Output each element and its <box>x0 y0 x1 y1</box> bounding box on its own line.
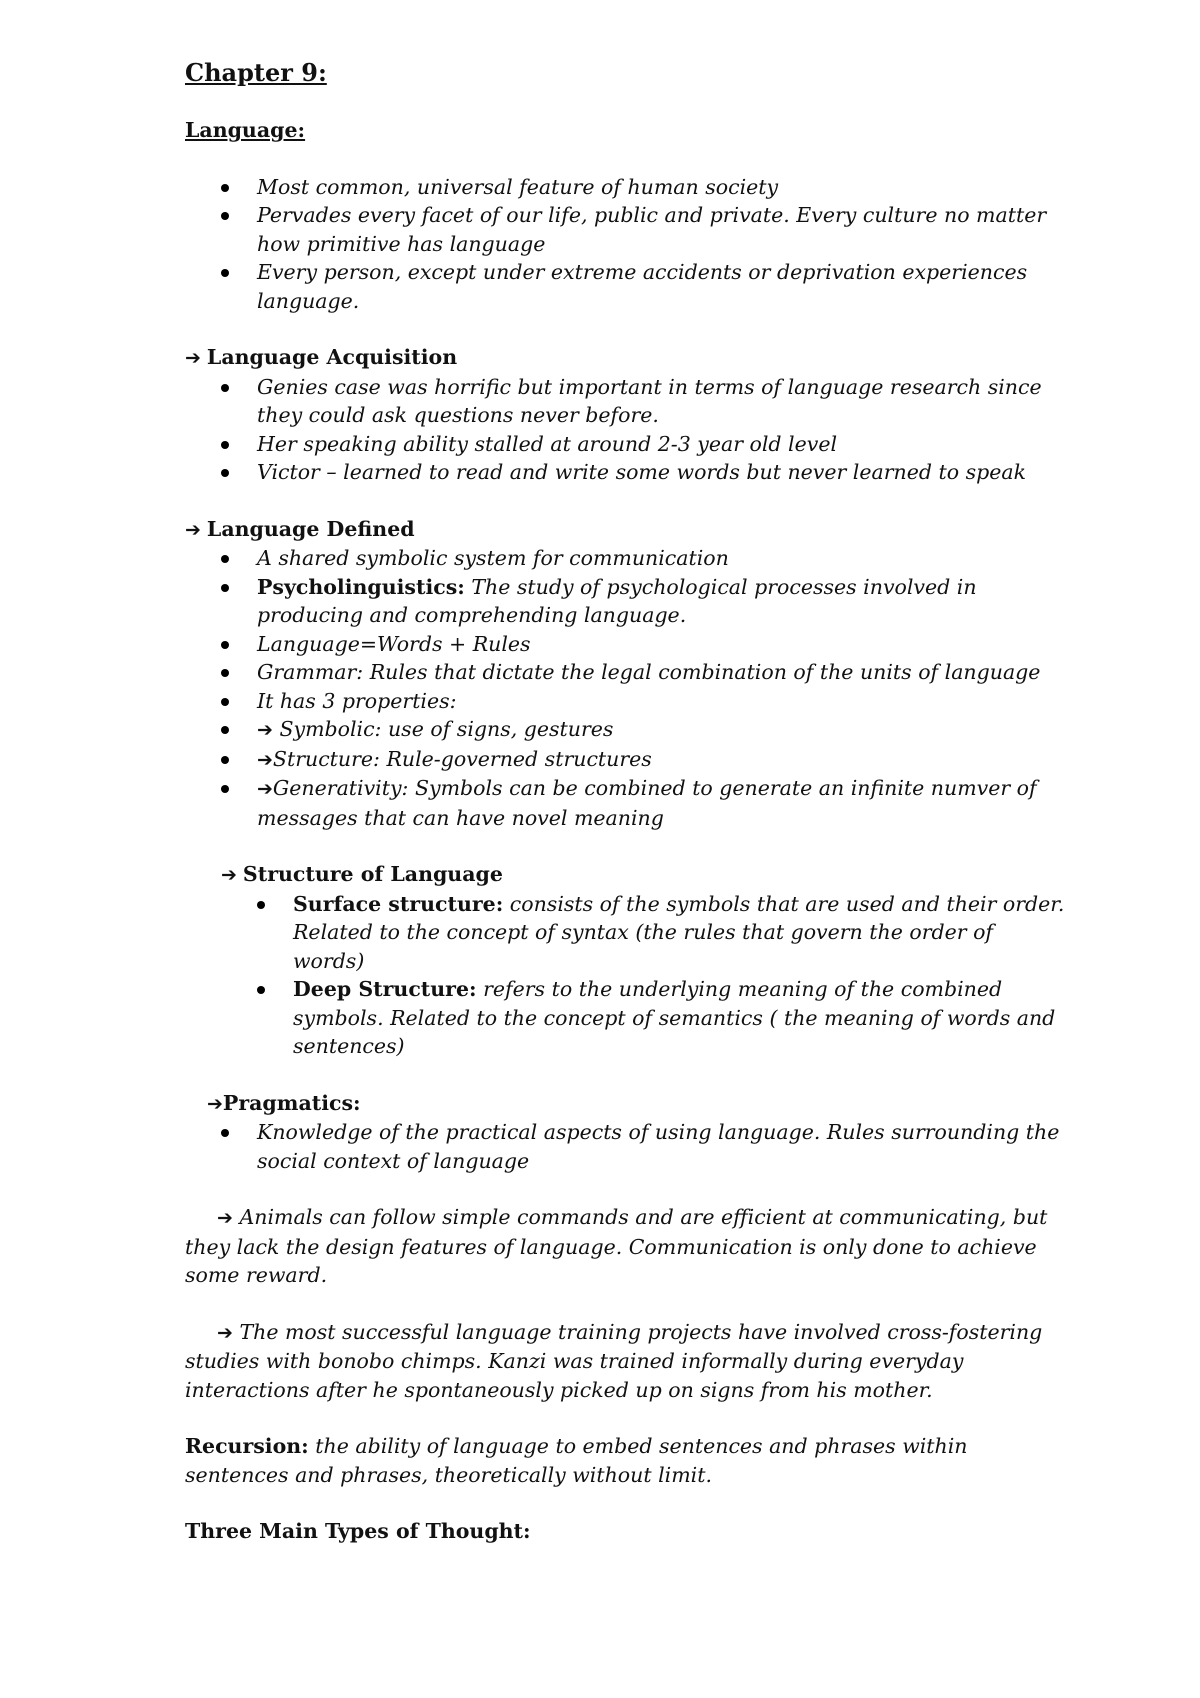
property-text: Symbolic: use of signs, gestures <box>272 717 614 741</box>
acquisition-heading-text: Language Acquisition <box>206 345 458 369</box>
structure-section <box>221 860 1065 1061</box>
list-item <box>185 715 1065 745</box>
arrow-icon: ➔ <box>257 778 273 800</box>
list-item <box>221 890 1065 976</box>
list-item: Genies case was horrific but important in terms of language research since they could ask questions never before. <box>185 373 1065 430</box>
defined-heading <box>185 515 1065 545</box>
pragmatics-heading-text: Pragmatics: <box>222 1090 361 1115</box>
acquisition-list <box>185 373 1065 487</box>
arrow-icon: ➔ <box>221 864 237 886</box>
arrow-icon: ➔ <box>217 1321 233 1344</box>
training-paragraph <box>185 1318 1065 1405</box>
list-item: Knowledge of the practical aspects of using language. Rules surrounding the social context of language <box>185 1118 1065 1175</box>
arrow-icon: ➔ <box>185 347 201 369</box>
list-item <box>185 573 1065 630</box>
animals-paragraph <box>185 1203 1065 1290</box>
training-text: The most successful language training projects have involved cross-fostering studies with bonobo chimps. Kanzi was trained informally during everyday interactions after he spontaneously picked up on signs from his mother. <box>185 1319 1043 1402</box>
arrow-icon: ➔ <box>257 748 273 771</box>
term-label: Psycholinguistics: <box>257 574 465 599</box>
arrow-icon: ➔ <box>257 719 273 741</box>
list-item: Every person, except under extreme accidents or deprivation experiences language. <box>185 258 1065 315</box>
term-definition: the ability of language to embed sentences and phrases within sentences and phrases, theoretically without limit. <box>185 1434 968 1487</box>
list-item: It has 3 properties: <box>185 687 1065 716</box>
defined-heading-text: Language Defined <box>206 516 415 541</box>
list-item: Grammar: Rules that dictate the legal combination of the units of language <box>185 658 1065 687</box>
defined-list <box>185 544 1065 832</box>
term-definition: refers to the underlying meaning of the combined symbols. Related to the concept of semantics ( the meaning of words and sentences) <box>293 977 1056 1058</box>
property-text: Structure: Rule-governed structures <box>272 746 652 771</box>
term-label: Deep Structure: <box>293 977 477 1001</box>
animals-text: Animals can follow simple commands and are efficient at communicating, but they lack the design features of language. Communication is only done to achieve some reward. <box>185 1205 1048 1287</box>
list-item: Pervades every facet of our life, public and private. Every culture no matter how primitive has language <box>185 201 1065 258</box>
list-item: A shared symbolic system for communication <box>185 544 1065 573</box>
structure-heading-text: Structure of Language <box>242 862 503 886</box>
term-label: Recursion: <box>185 1434 309 1458</box>
acquisition-heading <box>185 343 1065 373</box>
language-heading: Language: <box>185 118 306 142</box>
recursion-paragraph <box>185 1432 1065 1489</box>
language-list <box>185 173 1065 316</box>
arrow-icon: ➔ <box>217 1207 233 1229</box>
list-item: Her speaking ability stalled at around 2-3 year old level <box>185 430 1065 459</box>
property-text: Generativity: Symbols can be combined to generate an infinite numver of messages that can have novel meaning <box>257 776 1037 830</box>
list-item: Most common, universal feature of human society <box>185 173 1065 202</box>
term-definition: consists of the symbols that are used and their order. Related to the concept of syntax (the rules that govern the order of words) <box>293 891 1065 973</box>
list-item: Victor – learned to read and write some words but never learned to speak <box>185 458 1065 487</box>
arrow-icon: ➔ <box>207 1092 223 1115</box>
chapter-title: Chapter 9: <box>185 58 327 87</box>
term-definition: The study of psychological processes involved in producing and comprehending language. <box>257 574 977 627</box>
arrow-icon: ➔ <box>185 518 201 541</box>
term-label: Surface structure: <box>293 891 504 916</box>
list-item: Language=Words + Rules <box>185 630 1065 659</box>
thought-heading: Three Main Types of Thought: <box>185 1519 531 1543</box>
structure-list <box>221 890 1065 1061</box>
pragmatics-list <box>185 1118 1065 1175</box>
list-item <box>221 975 1065 1061</box>
document-body <box>185 58 1065 1546</box>
list-item <box>185 774 1065 832</box>
list-item <box>185 745 1065 775</box>
pragmatics-heading <box>207 1089 1065 1119</box>
structure-heading <box>221 860 1065 890</box>
